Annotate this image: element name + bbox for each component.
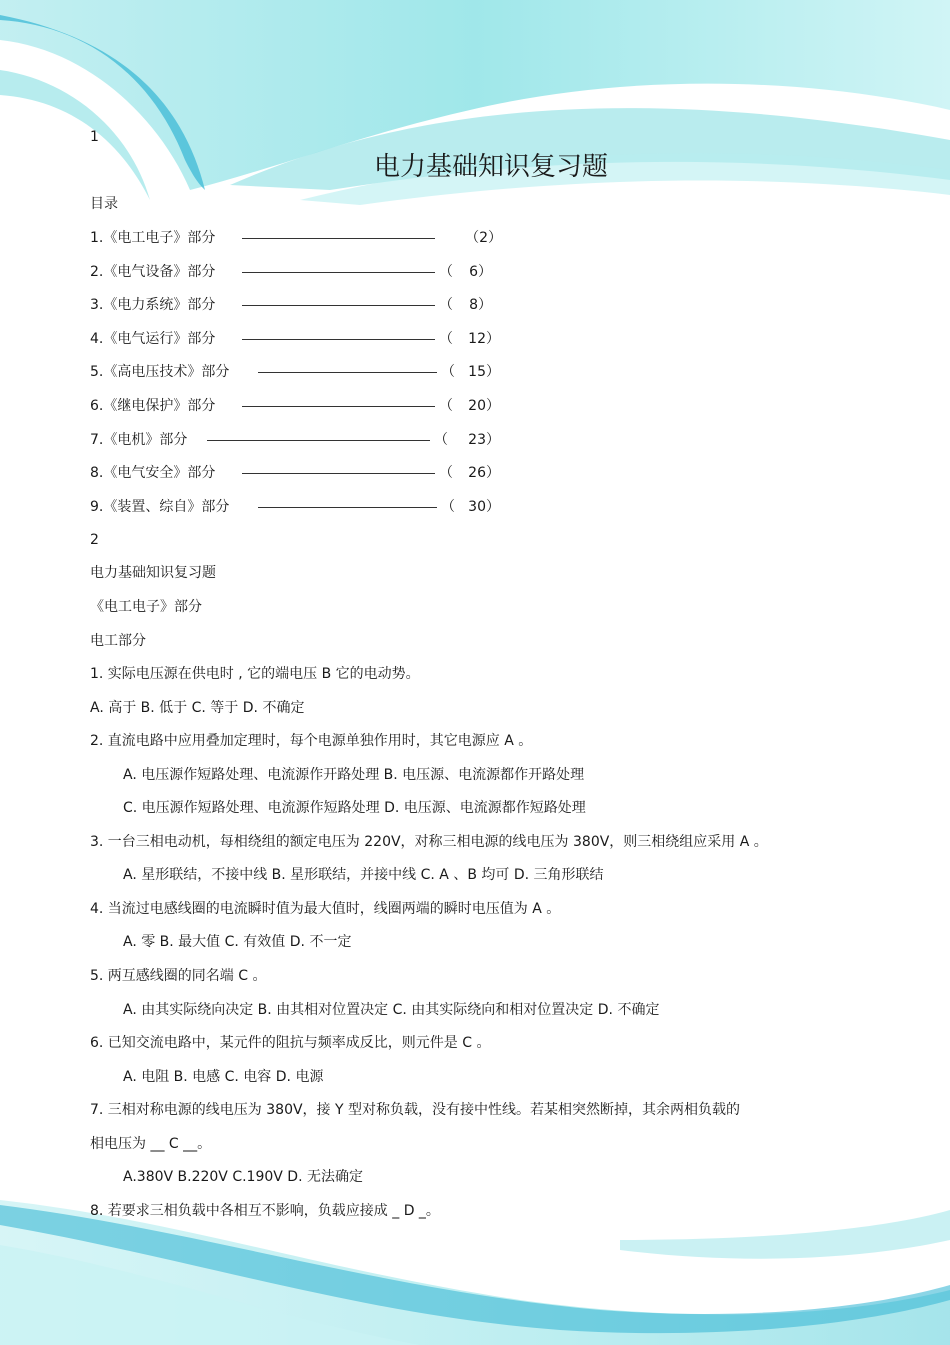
question-line: A. 高于 B. 低于 C. 等于 D. 不确定 [90, 699, 305, 716]
question-line: 相电压为 __ C __。 [90, 1135, 212, 1152]
question-line: C. 电压源作短路处理、电流源作短路处理 D. 电压源、电流源都作短路处理 [123, 800, 586, 817]
toc-item-label: 2.《电气设备》部分 [90, 263, 216, 280]
question-line: A. 由其实际绕向决定 B. 由其相对位置决定 C. 由其实际绕向和相对位置决定 D. 不确定 [123, 1001, 660, 1018]
section-title: 电力基础知识复习题 [90, 565, 216, 581]
toc-item-label: 6.《继电保护》部分 [90, 398, 216, 414]
sub-title: 电工部分 [90, 633, 146, 649]
question-line: 7. 三相对称电源的线电压为 380V，接 Y 型对称负载，没有接中性线。若某相突然断掉，其余两相负载的 [90, 1102, 741, 1119]
toc-leader-line [242, 238, 435, 239]
toc-leader-line [242, 473, 435, 474]
question-line: 6. 已知交流电路中，某元件的阻抗与频率成反比，则元件是 C 。 [90, 1035, 491, 1052]
toc-item-label: 3.《电力系统》部分 [90, 297, 216, 314]
toc-open-paren: （ [439, 297, 453, 314]
question-line: 4. 当流过电感线圈的电流瞬时值为最大值时，线圈两端的瞬时电压值为 A 。 [90, 900, 561, 917]
page-number: 2 [90, 532, 99, 548]
question-line: A. 零 B. 最大值 C. 有效值 D. 不一定 [123, 934, 352, 951]
toc-leader-line [242, 406, 435, 407]
toc-page-number: 15） [468, 364, 500, 381]
toc-open-paren: （ [439, 263, 453, 280]
toc-open-paren: （ [439, 398, 453, 414]
question-line: 1. 实际电压源在供电时 , 它的端电压 B 它的电动势。 [90, 666, 420, 682]
toc-open-paren: （ [441, 364, 455, 381]
toc-open-paren: （ [439, 330, 453, 347]
question-line: A. 电阻 B. 电感 C. 电容 D. 电源 [123, 1068, 324, 1085]
toc-open-paren: （ [439, 465, 453, 482]
toc-item-label: 7.《电机》部分 [90, 431, 188, 448]
question-line: A. 电压源作短路处理、电流源作开路处理 B. 电压源、电流源都作开路处理 [123, 766, 585, 783]
question-line: 8. 若要求三相负载中各相互不影响，负载应接成 _ D _。 [90, 1202, 440, 1219]
toc-item-label: 9.《装置、综自》部分 [90, 498, 230, 515]
toc-leader-line [242, 305, 435, 306]
toc-leader-line [207, 440, 430, 441]
toc-item-label: 5.《高电压技术》部分 [90, 364, 230, 381]
toc-leader-line [242, 339, 435, 340]
page-number: 1 [90, 129, 99, 145]
toc-page-number: 23） [468, 431, 500, 448]
toc-open-paren: （ [441, 498, 455, 515]
question-line: 2. 直流电路中应用叠加定理时，每个电源单独作用时，其它电源应 A 。 [90, 733, 533, 750]
toc-page-number: 12） [468, 330, 500, 347]
toc-heading: 目录 [90, 196, 118, 212]
question-line: 5. 两互感线圈的同名端 C 。 [90, 967, 267, 984]
toc-item-label: 1.《电工电子》部分 [90, 230, 216, 246]
toc-page-number: （2） [465, 230, 502, 246]
toc-leader-line [242, 272, 435, 273]
toc-page-number: 6） [469, 263, 492, 280]
part-title: 《电工电子》部分 [90, 599, 202, 615]
toc-open-paren: （ [434, 431, 448, 448]
toc-item-label: 4.《电气运行》部分 [90, 330, 216, 347]
toc-page-number: 26） [468, 465, 500, 482]
toc-leader-line [258, 507, 437, 508]
toc-page-number: 30） [468, 498, 500, 515]
question-line: A. 星形联结，不接中线 B. 星形联结，并接中线 C. A 、B 均可 D. 三角形联结 [123, 867, 604, 884]
toc-leader-line [258, 372, 437, 373]
toc-page-number: 20） [468, 398, 500, 414]
question-line: 3. 一台三相电动机，每相绕组的额定电压为 220V，对称三相电源的线电压为 380V，则三相绕组应采用 A 。 [90, 833, 768, 850]
toc-page-number: 8） [469, 297, 492, 314]
question-line: A.380V B.220V C.190V D. 无法确定 [123, 1169, 363, 1186]
document-title: 电力基础知识复习题 [373, 152, 608, 182]
toc-item-label: 8.《电气安全》部分 [90, 465, 216, 482]
